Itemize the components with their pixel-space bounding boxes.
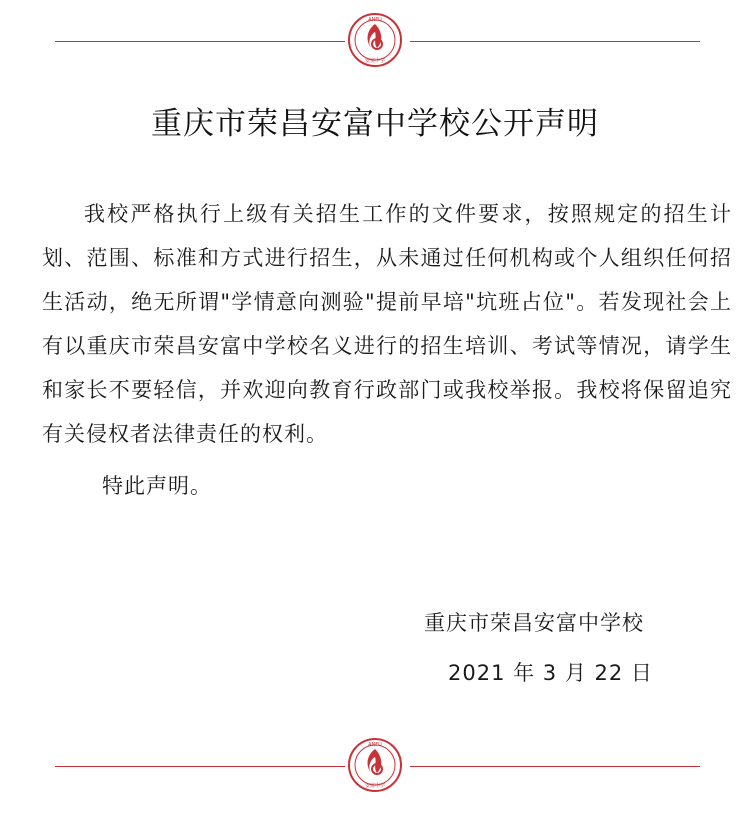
closing-text: 特此声明。 <box>102 474 212 498</box>
signature-school: 重庆市荣昌安富中学校 <box>424 611 644 635</box>
footer-emblem-icon <box>347 737 403 793</box>
page-title: 重庆市荣昌安富中学校公开声明 <box>151 106 599 142</box>
header-rule-right <box>410 41 700 42</box>
footer-rule-right <box>410 766 700 767</box>
header-rule-left <box>55 41 345 42</box>
school-emblem-icon <box>347 12 403 68</box>
footer-rule-left <box>55 766 345 767</box>
emblem-bottom-text: 安富中学 <box>364 58 386 64</box>
footer-emblem-bottom-text: 安富中学 <box>364 783 386 789</box>
statement-paragraph: 我校严格执行上级有关招生工作的文件要求，按照规定的招生计划、范围、标准和方式进行招生，从未通过任何机构或个人组织任何招生活动，绝无所谓"学情意向测验"提前早培"坑班占位"。若发现社会上有以重庆市荣昌安富中学校名义进行的招生培训、考试等情况，请学生和家长不要轻信，并欢迎向教育行政部门或我校举报。我校将保留追究有关侵权者法律责任的权利。 <box>42 202 732 446</box>
emblem-top-text: ANFU <box>368 17 382 23</box>
signature-date: 2021 年 3 月 22 日 <box>448 661 653 685</box>
footer-emblem-top-text: ANFU <box>368 742 382 748</box>
statement-body <box>42 192 732 456</box>
